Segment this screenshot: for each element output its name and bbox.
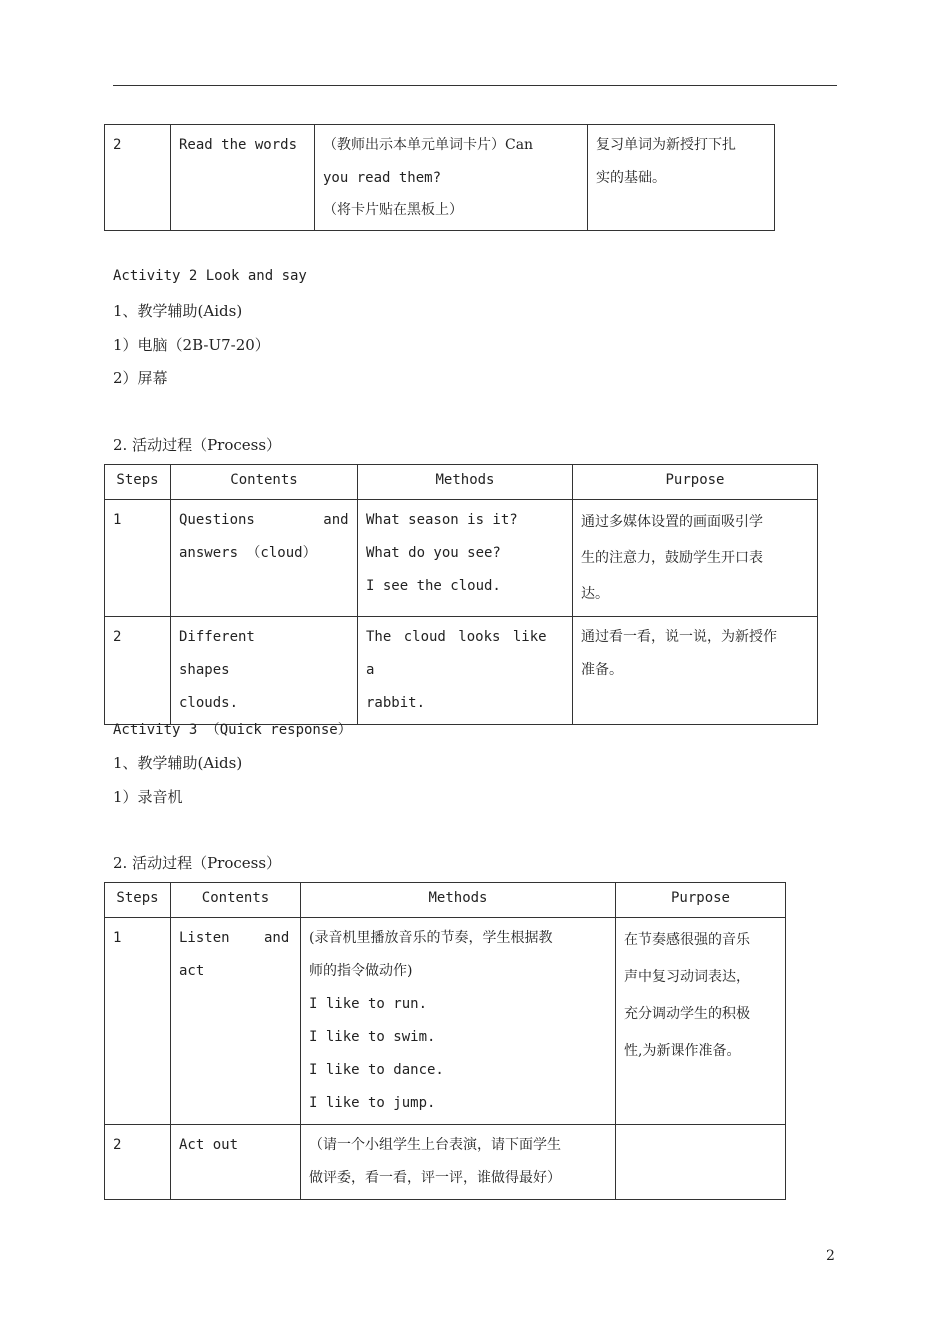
content-line: answers （cloud） xyxy=(179,545,317,561)
content-line: Questions and xyxy=(179,512,349,528)
header-methods: Methods xyxy=(301,883,616,918)
methods-cell xyxy=(358,617,573,725)
content-line: Listen and xyxy=(179,930,290,946)
purpose-cell xyxy=(573,500,818,617)
purpose-line: 实的基础。 xyxy=(596,170,666,186)
table-row xyxy=(105,500,818,617)
table-activity2 xyxy=(104,464,818,725)
step-cell: 2 xyxy=(105,125,171,231)
step-cell: 1 xyxy=(105,500,171,617)
methods-line: I like to run. xyxy=(309,996,428,1012)
purpose-line: 复习单词为新授打下扎 xyxy=(596,137,736,153)
table-row xyxy=(105,918,786,1125)
methods-line: (录音机里播放音乐的节奏，学生根据教 xyxy=(309,930,553,946)
content-line: Different shapes xyxy=(179,629,255,678)
activity2-aid-item: 2）屏幕 xyxy=(113,369,168,387)
purpose-line: 在节奏感很强的音乐 xyxy=(624,932,750,948)
purpose-cell xyxy=(616,1125,786,1200)
methods-line: rabbit. xyxy=(366,695,426,711)
methods-cell xyxy=(315,125,588,231)
step-cell: 2 xyxy=(105,617,171,725)
activity3-aid-item: 1）录音机 xyxy=(113,788,183,806)
purpose-line: 声中复习动词表达， xyxy=(624,969,750,985)
activity2-process-heading: 2. 活动过程（Process） xyxy=(113,436,282,454)
activity2-aid-item: 1）电脑（2B-U7-20） xyxy=(113,336,270,354)
header-steps: Steps xyxy=(105,465,171,500)
activity3-title: Activity 3 （Quick response） xyxy=(113,722,352,738)
activity3-process-heading: 2. 活动过程（Process） xyxy=(113,854,282,872)
methods-line: （将卡片贴在黑板上） xyxy=(323,202,463,218)
step-cell: 1 xyxy=(105,918,171,1125)
table-header-row xyxy=(105,465,818,500)
content-line: clouds. xyxy=(179,695,239,711)
purpose-cell xyxy=(573,617,818,725)
header-purpose: Purpose xyxy=(573,465,818,500)
table-activity3 xyxy=(104,882,786,1200)
content-cell xyxy=(171,918,301,1125)
header-methods: Methods xyxy=(358,465,573,500)
content-cell: Act out xyxy=(171,1125,301,1200)
purpose-line: 通过看一看，说一说，为新授作 xyxy=(581,629,777,645)
methods-line: I like to dance. xyxy=(309,1062,444,1078)
methods-line: What season is it? xyxy=(366,512,518,528)
methods-line: I like to swim. xyxy=(309,1029,436,1045)
purpose-line: 充分调动学生的积极 xyxy=(624,1006,750,1022)
methods-cell xyxy=(358,500,573,617)
content-cell xyxy=(171,500,358,617)
purpose-cell xyxy=(616,918,786,1125)
purpose-cell xyxy=(588,125,775,231)
activity2-title: Activity 2 Look and say xyxy=(113,268,307,284)
content-cell xyxy=(171,617,358,725)
methods-line: （教师出示本单元单词卡片）Can xyxy=(323,137,534,153)
table-row xyxy=(105,617,818,725)
methods-line: I see the cloud. xyxy=(366,578,501,594)
methods-line: The cloud looks like a xyxy=(366,629,547,678)
activity2-aids-heading: 1、教学辅助(Aids) xyxy=(113,302,243,320)
methods-line: What do you see? xyxy=(366,545,501,561)
table-row xyxy=(105,125,775,231)
page-number: 2 xyxy=(826,1248,835,1264)
methods-cell xyxy=(301,918,616,1125)
purpose-line: 生的注意力，鼓励学生开口表 xyxy=(581,550,763,566)
header-purpose: Purpose xyxy=(616,883,786,918)
table-row xyxy=(105,1125,786,1200)
methods-line: you read them? xyxy=(323,170,442,186)
purpose-line: 达。 xyxy=(581,586,609,602)
purpose-line: 通过多媒体设置的画面吸引学 xyxy=(581,514,763,530)
methods-line: 做评委，看一看，评一评，谁做得最好） xyxy=(309,1170,561,1186)
table-header-row xyxy=(105,883,786,918)
step-cell: 2 xyxy=(105,1125,171,1200)
methods-line: I like to jump. xyxy=(309,1095,436,1111)
purpose-line: 性,为新课作准备。 xyxy=(624,1043,741,1059)
content-line: act xyxy=(179,963,205,979)
activity3-aids-heading: 1、教学辅助(Aids) xyxy=(113,754,243,772)
content-cell: Read the words xyxy=(171,125,315,231)
table-activity1-continued xyxy=(104,124,775,231)
header-rule xyxy=(113,85,837,86)
header-contents: Contents xyxy=(171,883,301,918)
header-steps: Steps xyxy=(105,883,171,918)
purpose-line: 准备。 xyxy=(581,662,623,678)
methods-line: 师的指令做动作) xyxy=(309,963,413,979)
methods-cell xyxy=(301,1125,616,1200)
header-contents: Contents xyxy=(171,465,358,500)
methods-line: （请一个小组学生上台表演，请下面学生 xyxy=(309,1137,561,1153)
